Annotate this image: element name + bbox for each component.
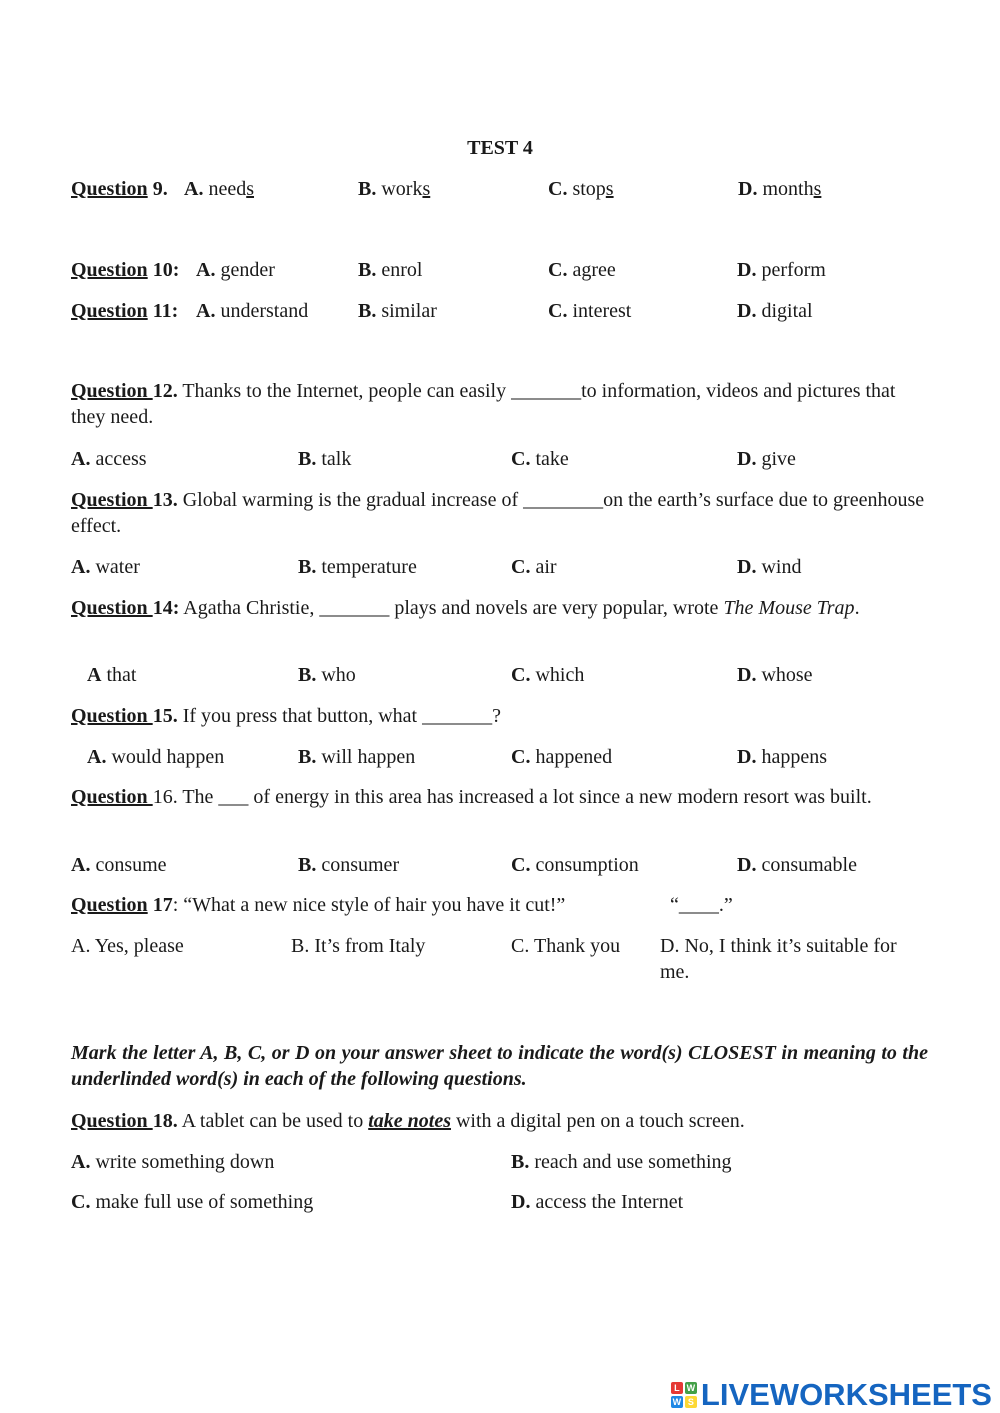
q10-option-d[interactable]: D. perform [737, 259, 826, 281]
question-17-text: Question 17: “What a new nice style of hair you have it cut!” [71, 894, 566, 916]
q18-option-c[interactable]: C. make full use of something [71, 1191, 314, 1213]
q18-option-a[interactable]: A. write something down [71, 1151, 275, 1173]
test-title: TEST 4 [467, 137, 533, 159]
question-14-text: Question 14: Agatha Christie, _______ plays and novels are very popular, wrote The Mouse Trap. [71, 597, 860, 619]
liveworksheets-logo [671, 1378, 992, 1412]
q17-option-c[interactable]: C. Thank you [511, 935, 621, 957]
question-16-text: Question 16. The ___ of energy in this area has increased a lot since a new modern resort was built. [71, 786, 872, 808]
q12-option-d[interactable]: D. give [737, 448, 796, 470]
q9-option-c[interactable]: C. stops [548, 178, 614, 200]
question-15-text: Question 15. If you press that button, what _______? [71, 705, 501, 727]
q15-option-c[interactable]: C. happened [511, 746, 613, 768]
q12-option-c[interactable]: C. take [511, 448, 569, 470]
q18-option-b[interactable]: B. reach and use something [511, 1151, 732, 1173]
q13-option-b[interactable]: B. temperature [298, 556, 417, 578]
q14-option-d[interactable]: D. whose [737, 664, 813, 686]
q15-option-d[interactable]: D. happens [737, 746, 827, 768]
q14-option-a[interactable]: A that [87, 664, 137, 686]
q12-option-b[interactable]: B. talk [298, 448, 352, 470]
q16-option-c[interactable]: C. consumption [511, 854, 639, 876]
q17-option-b[interactable]: B. It’s from Italy [291, 935, 426, 957]
q13-option-c[interactable]: C. air [511, 556, 557, 578]
q15-option-a[interactable]: A. would happen [87, 746, 225, 768]
q11-option-a[interactable]: A. understand [196, 300, 309, 322]
q10-option-a[interactable]: A. gender [196, 259, 275, 281]
q14-option-c[interactable]: C. which [511, 664, 585, 686]
q12-option-a[interactable]: A. access [71, 448, 147, 470]
q16-option-d[interactable]: D. consumable [737, 854, 857, 876]
q16-option-a[interactable]: A. consume [71, 854, 167, 876]
question-10-label: Question 10: [71, 259, 180, 281]
q13-option-a[interactable]: A. water [71, 556, 140, 578]
question-9-label: Question 9. [71, 178, 168, 200]
q9-option-b[interactable]: B. works [358, 178, 431, 200]
question-18-text: Question 18. A tablet can be used to take notes with a digital pen on a touch screen. [71, 1110, 745, 1132]
question-11-label: Question 11: [71, 300, 179, 322]
question-13-text: Question 13. Global warming is the gradual increase of ________on the earth’s surface due to greenhouse effect. [71, 489, 925, 537]
q18-option-d[interactable]: D. access the Internet [511, 1191, 684, 1213]
q11-option-c[interactable]: C. interest [548, 300, 632, 322]
q10-option-c[interactable]: C. agree [548, 259, 616, 281]
q9-option-a[interactable]: A. needs [184, 178, 255, 200]
liveworksheets-logo-icon: L W W S [672, 1383, 696, 1407]
q13-option-d[interactable]: D. wind [737, 556, 802, 578]
section-instruction: Mark the letter A, B, C, or D on your answer sheet to indicate the word(s) CLOSEST in meaning to the underlinded word(s) in each of the following questions. [71, 1042, 928, 1090]
q16-option-b[interactable]: B. consumer [298, 854, 400, 876]
q10-option-b[interactable]: B. enrol [358, 259, 423, 281]
liveworksheets-logo-text: LIVEWORKSHEETS [700, 1377, 992, 1412]
q17-option-d[interactable]: D. No, I think it’s suitable for me. [660, 935, 897, 983]
q17-option-a[interactable]: A. Yes, please [71, 935, 184, 957]
q9-option-d[interactable]: D. months [738, 178, 822, 200]
q11-option-b[interactable]: B. similar [358, 300, 437, 322]
q14-option-b[interactable]: B. who [298, 664, 356, 686]
question-17-reply-blank[interactable]: “____.” [670, 894, 733, 916]
q15-option-b[interactable]: B. will happen [298, 746, 416, 768]
q18-key-phrase: take notes [368, 1110, 451, 1132]
question-12-text: Question 12. Thanks to the Internet, people can easily _______to information, videos and pictures that they need. [71, 380, 896, 428]
q11-option-d[interactable]: D. digital [737, 300, 813, 322]
